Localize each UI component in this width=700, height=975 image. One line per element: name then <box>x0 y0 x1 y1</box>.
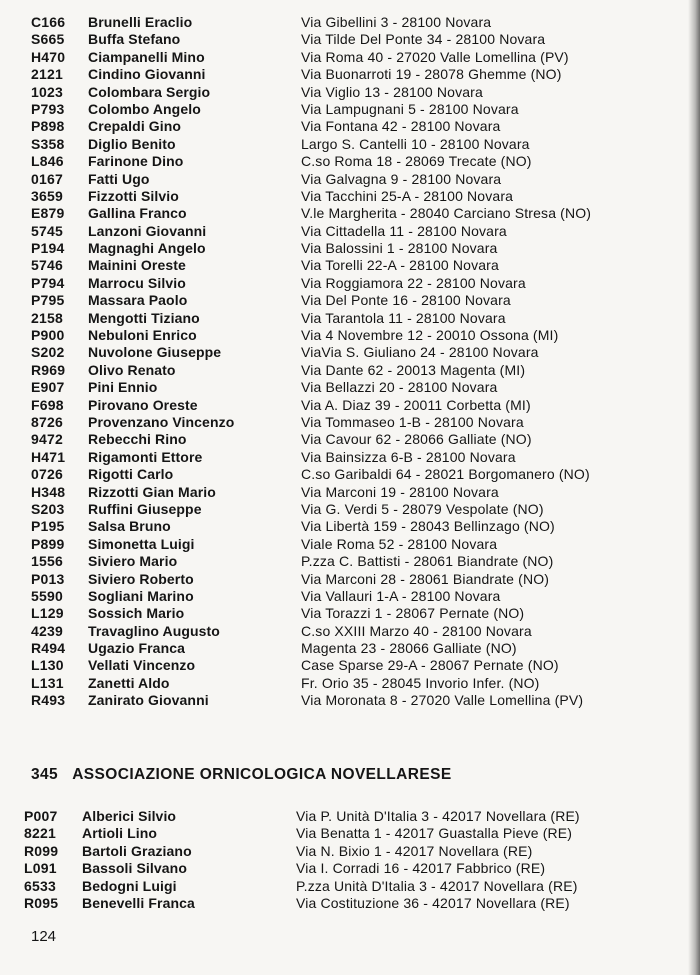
member-name: Sossich Mario <box>88 605 185 622</box>
member-address: Via Lampugnani 5 - 28100 Novara <box>301 100 519 117</box>
member-address: Via Benatta 1 - 42017 Guastalla Pieve (RE) <box>296 825 573 842</box>
section-member-list <box>0 808 690 912</box>
list-item <box>0 136 690 153</box>
member-name: Pirovano Oreste <box>88 396 198 413</box>
list-item <box>0 66 690 83</box>
list-item <box>0 553 690 570</box>
list-item <box>0 588 690 605</box>
member-name: Rizzotti Gian Mario <box>88 483 216 500</box>
list-item <box>0 223 690 240</box>
list-item <box>0 257 690 274</box>
member-address: Via A. Diaz 39 - 20011 Corbetta (MI) <box>301 396 531 413</box>
list-item <box>0 623 690 640</box>
member-name: Rebecchi Rino <box>88 431 187 448</box>
list-item <box>0 518 690 535</box>
list-item <box>0 431 690 448</box>
member-address: Via Torazzi 1 - 28067 Pernate (NO) <box>301 605 525 622</box>
member-code: H471 <box>31 448 66 465</box>
member-code: P794 <box>31 274 65 291</box>
member-address: Via Moronata 8 - 27020 Valle Lomellina (PV) <box>301 692 584 709</box>
member-address: Via Cavour 62 - 28066 Galliate (NO) <box>301 431 532 448</box>
member-name: Siviero Mario <box>88 553 178 570</box>
member-code: L846 <box>31 153 64 170</box>
member-code: S203 <box>31 500 65 517</box>
list-item <box>0 344 690 361</box>
member-address: Via Roggiamora 22 - 28100 Novara <box>301 274 526 291</box>
member-address: Via Del Ponte 16 - 28100 Novara <box>301 292 511 309</box>
member-code: H348 <box>31 483 66 500</box>
member-address: Via Fontana 42 - 28100 Novara <box>301 118 501 135</box>
member-name: Lanzoni Giovanni <box>88 222 207 239</box>
member-address: Via Dante 62 - 20013 Magenta (MI) <box>301 361 526 378</box>
list-item <box>0 484 690 501</box>
member-address: C.so XXIII Marzo 40 - 28100 Novara <box>301 622 532 639</box>
member-code: P013 <box>31 570 65 587</box>
member-name: Farinone Dino <box>88 153 184 170</box>
list-item <box>0 171 690 188</box>
member-address: Via Viglio 13 - 28100 Novara <box>301 83 483 100</box>
list-item <box>0 188 690 205</box>
list-item <box>0 878 690 895</box>
member-address: P.zza Unità D'Italia 3 - 42017 Novellara (RE) <box>296 877 578 894</box>
list-item <box>0 895 690 912</box>
member-name: Fizzotti Silvio <box>88 187 179 204</box>
member-name: Olivo Renato <box>88 361 176 378</box>
list-item <box>0 692 690 709</box>
member-code: 6533 <box>24 877 56 894</box>
member-address: C.so Roma 18 - 28069 Trecate (NO) <box>301 153 532 170</box>
member-address: Via Roma 40 - 27020 Valle Lomellina (PV) <box>301 48 569 65</box>
member-address: Via I. Corradi 16 - 42017 Fabbrico (RE) <box>296 860 546 877</box>
member-code: P194 <box>31 240 65 257</box>
list-item <box>0 605 690 622</box>
member-name: Diglio Benito <box>88 135 176 152</box>
member-address: Via Tarantola 11 - 28100 Novara <box>301 309 506 326</box>
member-address: Via P. Unità D'Italia 3 - 42017 Novellara (RE) <box>296 808 580 824</box>
member-code: 1556 <box>31 553 63 570</box>
list-item <box>0 292 690 309</box>
member-address: Via Tommaseo 1-B - 28100 Novara <box>301 413 524 430</box>
member-name: Ugazio Franca <box>88 640 185 657</box>
list-item <box>0 808 690 825</box>
member-code: F698 <box>31 396 64 413</box>
member-code: 0726 <box>31 466 63 483</box>
list-item <box>0 362 690 379</box>
member-name: Bassoli Silvano <box>82 860 187 877</box>
list-item <box>0 860 690 877</box>
member-list <box>0 14 690 710</box>
member-address: Via Costituzione 36 - 42017 Novellara (RE) <box>296 894 570 911</box>
member-address: Viale Roma 52 - 28100 Novara <box>301 535 498 552</box>
member-name: Colombo Angelo <box>88 100 201 117</box>
member-name: Magnaghi Angelo <box>88 240 206 257</box>
member-name: Ruffini Giuseppe <box>88 500 202 517</box>
list-item <box>0 84 690 101</box>
member-name: Bartoli Graziano <box>82 842 192 859</box>
list-item <box>0 657 690 674</box>
member-code: R099 <box>24 842 59 859</box>
member-address: ViaVia S. Giuliano 24 - 28100 Novara <box>301 344 539 361</box>
member-address: Via Tacchini 25-A - 28100 Novara <box>301 187 514 204</box>
member-name: Mengotti Tiziano <box>88 309 200 326</box>
member-name: Nebuloni Enrico <box>88 327 197 344</box>
member-name: Ciampanelli Mino <box>88 48 205 65</box>
member-name: Benevelli Franca <box>82 894 195 911</box>
member-name: Rigotti Carlo <box>88 466 174 483</box>
member-address: Via 4 Novembre 12 - 20010 Ossona (MI) <box>301 327 559 344</box>
member-code: E879 <box>31 205 65 222</box>
member-code: 8726 <box>31 413 63 430</box>
member-name: Rigamonti Ettore <box>88 448 203 465</box>
member-code: 5590 <box>31 587 63 604</box>
list-item <box>0 466 690 483</box>
member-name: Colombara Sergio <box>88 83 211 100</box>
member-code: S358 <box>31 135 65 152</box>
list-item <box>0 310 690 327</box>
member-name: Travaglino Augusto <box>88 622 220 639</box>
list-item <box>0 49 690 66</box>
member-address: Via Torelli 22-A - 28100 Novara <box>301 257 499 274</box>
member-code: R969 <box>31 361 66 378</box>
member-name: Marrocu Silvio <box>88 274 186 291</box>
member-address: Via Balossini 1 - 28100 Novara <box>301 240 498 257</box>
member-address: Via Marconi 19 - 28100 Novara <box>301 483 499 500</box>
member-address: Via Cittadella 11 - 28100 Novara <box>301 222 507 239</box>
list-item <box>0 501 690 518</box>
list-item <box>0 101 690 118</box>
member-name: Pini Ennio <box>88 379 158 396</box>
section-number: 345 <box>31 766 59 783</box>
member-code: 8221 <box>24 825 56 842</box>
section-heading <box>31 766 452 784</box>
member-code: 2158 <box>31 309 63 326</box>
member-code: L091 <box>24 860 57 877</box>
member-address: V.le Margherita - 28040 Carciano Stresa (NO) <box>301 205 592 222</box>
page-edge-shadow <box>688 0 700 975</box>
member-address: Via G. Verdi 5 - 28079 Vespolate (NO) <box>301 500 544 517</box>
member-code: 5746 <box>31 257 63 274</box>
section-title: ASSOCIAZIONE ORNICOLOGICA NOVELLARESE <box>72 766 452 783</box>
member-code: 9472 <box>31 431 63 448</box>
member-address: Via Bellazzi 20 - 28100 Novara <box>301 379 498 396</box>
member-name: Nuvolone Giuseppe <box>88 344 222 361</box>
list-item <box>0 675 690 692</box>
member-code: L130 <box>31 657 64 674</box>
member-address: Via N. Bixio 1 - 42017 Novellara (RE) <box>296 842 533 859</box>
member-address: Via Libertà 159 - 28043 Bellinzago (NO) <box>301 518 555 535</box>
member-address: Fr. Orio 35 - 28045 Invorio Infer. (NO) <box>301 674 540 691</box>
member-code: L129 <box>31 605 64 622</box>
member-name: Zanetti Aldo <box>88 674 170 691</box>
member-code: 4239 <box>31 622 63 639</box>
member-name: Brunelli Eraclio <box>88 14 193 30</box>
member-code: 0167 <box>31 170 63 187</box>
member-name: Alberici Silvio <box>82 808 177 824</box>
member-name: Crepaldi Gino <box>88 118 182 135</box>
member-code: P899 <box>31 535 65 552</box>
member-code: R494 <box>31 640 66 657</box>
member-code: 2121 <box>31 66 63 83</box>
member-name: Sogliani Marino <box>88 587 194 604</box>
page-number: 124 <box>31 928 57 945</box>
list-item <box>0 449 690 466</box>
member-code: 1023 <box>31 83 63 100</box>
member-name: Salsa Bruno <box>88 518 171 535</box>
list-item <box>0 118 690 135</box>
member-code: H470 <box>31 48 66 65</box>
list-item <box>0 14 690 31</box>
member-name: Provenzano Vincenzo <box>88 413 235 430</box>
member-address: Via Marconi 28 - 28061 Biandrate (NO) <box>301 570 550 587</box>
member-code: P795 <box>31 292 65 309</box>
member-code: P793 <box>31 100 65 117</box>
list-item <box>0 536 690 553</box>
member-address: Via Galvagna 9 - 28100 Novara <box>301 170 502 187</box>
member-address: Via Tilde Del Ponte 34 - 28100 Novara <box>301 31 546 48</box>
member-address: Magenta 23 - 28066 Galliate (NO) <box>301 640 517 657</box>
member-code: R493 <box>31 692 66 709</box>
member-name: Cindino Giovanni <box>88 66 206 83</box>
member-code: E907 <box>31 379 65 396</box>
member-address: Via Gibellini 3 - 28100 Novara <box>301 14 492 30</box>
list-item <box>0 414 690 431</box>
list-item <box>0 640 690 657</box>
member-address: Via Vallauri 1-A - 28100 Novara <box>301 587 501 604</box>
list-item <box>0 379 690 396</box>
member-name: Zanirato Giovanni <box>88 692 209 709</box>
list-item <box>0 571 690 588</box>
member-name: Simonetta Luigi <box>88 535 195 552</box>
member-address: Via Buonarroti 19 - 28078 Ghemme (NO) <box>301 66 562 83</box>
member-code: 3659 <box>31 187 63 204</box>
list-item <box>0 327 690 344</box>
member-code: C166 <box>31 14 66 30</box>
member-address: Case Sparse 29-A - 28067 Pernate (NO) <box>301 657 559 674</box>
list-item <box>0 31 690 48</box>
member-address: P.zza C. Battisti - 28061 Biandrate (NO) <box>301 553 554 570</box>
member-code: R095 <box>24 894 59 911</box>
member-address: Largo S. Cantelli 10 - 28100 Novara <box>301 135 530 152</box>
member-code: P195 <box>31 518 65 535</box>
member-name: Bedogni Luigi <box>82 877 177 894</box>
member-code: S665 <box>31 31 65 48</box>
list-item <box>0 843 690 860</box>
member-code: P898 <box>31 118 65 135</box>
member-name: Fatti Ugo <box>88 170 150 187</box>
list-item <box>0 153 690 170</box>
list-item <box>0 825 690 842</box>
member-name: Buffa Stefano <box>88 31 181 48</box>
member-name: Artioli Lino <box>82 825 158 842</box>
member-name: Massara Paolo <box>88 292 188 309</box>
member-address: Via Bainsizza 6-B - 28100 Novara <box>301 448 516 465</box>
list-item <box>0 275 690 292</box>
member-name: Vellati Vincenzo <box>88 657 196 674</box>
list-item <box>0 205 690 222</box>
list-item <box>0 240 690 257</box>
list-item <box>0 397 690 414</box>
member-code: 5745 <box>31 222 63 239</box>
member-name: Gallina Franco <box>88 205 187 222</box>
member-address: C.so Garibaldi 64 - 28021 Borgomanero (NO) <box>301 466 590 483</box>
member-name: Siviero Roberto <box>88 570 194 587</box>
member-name: Mainini Oreste <box>88 257 186 274</box>
member-code: P900 <box>31 327 65 344</box>
member-code: L131 <box>31 674 64 691</box>
member-code: S202 <box>31 344 65 361</box>
member-code: P007 <box>24 808 58 824</box>
